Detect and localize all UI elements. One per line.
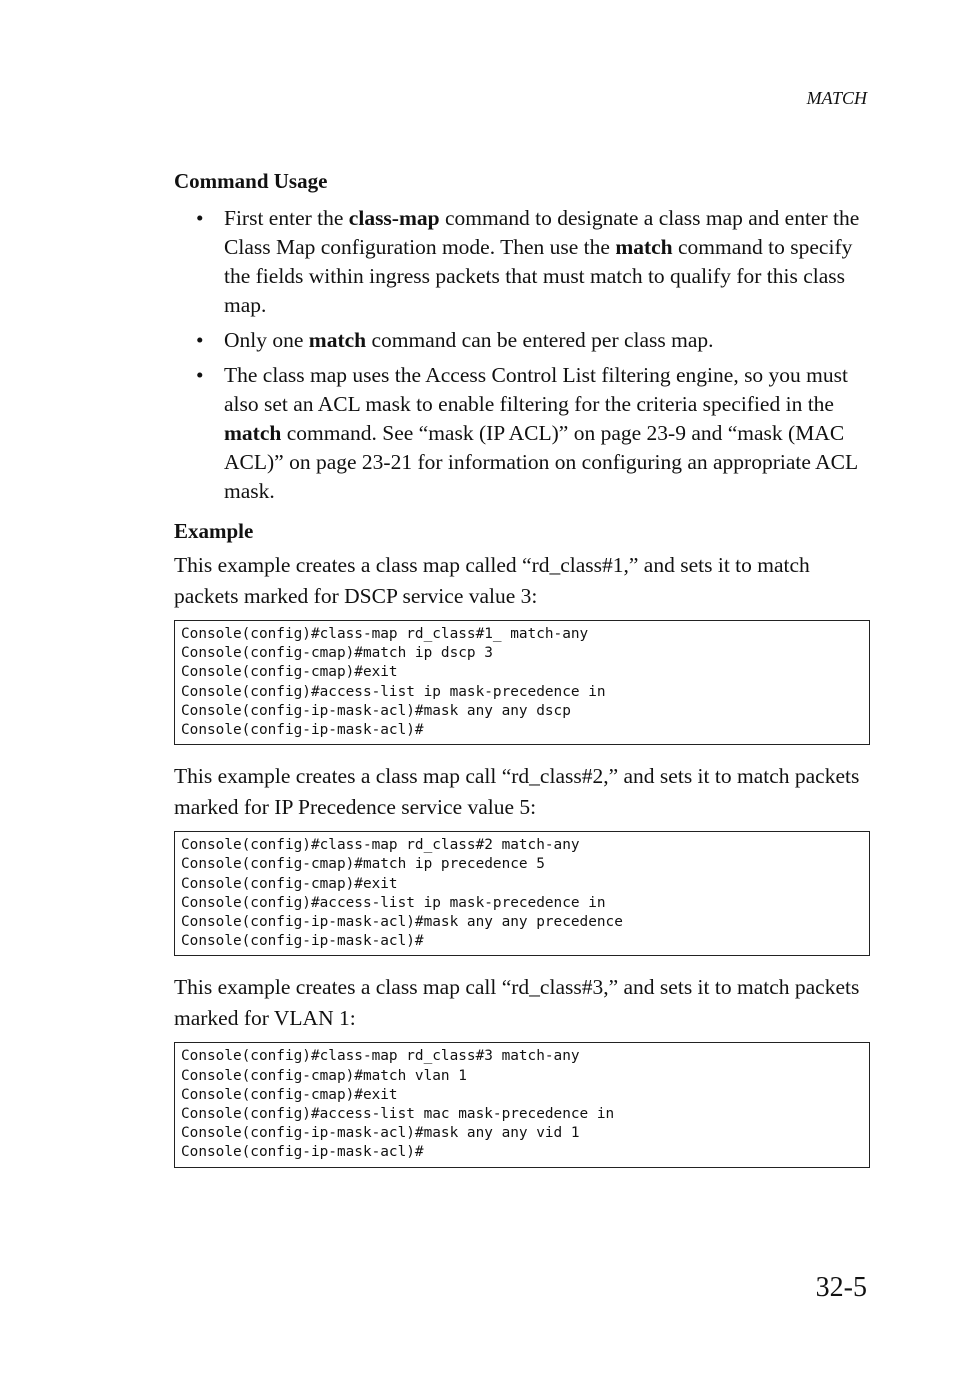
running-header: MATCH xyxy=(806,88,867,108)
example-intro: This example creates a class map call “rd_class#2,” and sets it to match packets marked for IP Precedence service value 5: xyxy=(174,764,860,820)
bullet-icon: • xyxy=(196,363,204,387)
example-intro: This example creates a class map call “rd_class#3,” and sets it to match packets marked for VLAN 1: xyxy=(174,975,860,1031)
code-block: Console(config)#class-map rd_class#1_ match-any Console(config-cmap)#match ip dscp 3 Console(config-cmap)#exit Console(config)#access-list ip mask-precedence in Console(config-ip-mask-acl)#mask any any dscp Console(config-ip-mask-acl)# xyxy=(174,620,870,745)
example-intro: This example creates a class map called “rd_class#1,” and sets it to match packets marked for DSCP service value 3: xyxy=(174,553,810,608)
page-content xyxy=(174,166,870,1184)
keyword: match xyxy=(308,328,367,352)
bullet-icon: • xyxy=(196,328,204,352)
bullet-icon: • xyxy=(196,206,204,230)
code-block: Console(config)#class-map rd_class#2 match-any Console(config-cmap)#match ip precedence 5 Console(config-cmap)#exit Console(config)#access-list ip mask-precedence in Console(config-ip-mask-acl)#mask any any precedence Console(config-ip-mask-acl)# xyxy=(174,831,870,956)
usage-bullet: • The class map uses the Access Control List filtering engine, so you must also set an ACL mask to enable filtering for the criteria specified in the match command. See “mask (IP ACL)” on page 23-9 and “mask (MAC ACL)” on page 23-21 for information on configuring an appropriate ACL mask. xyxy=(196,363,858,503)
command-usage-heading: Command Usage xyxy=(174,169,328,193)
usage-bullet: • First enter the class-map command to designate a class map and enter the Class Map configuration mode. Then use the match command to specify the fields within ingress packets that must match to qualify for this class map. xyxy=(196,206,860,317)
keyword: match xyxy=(224,421,282,445)
keyword: match xyxy=(615,235,673,259)
usage-bullet: • Only one match command can be entered per class map. xyxy=(174,326,870,355)
usage-list xyxy=(174,204,870,506)
page-number: 32-5 xyxy=(815,1272,867,1303)
keyword: class-map xyxy=(348,206,440,230)
example-heading: Example xyxy=(174,519,254,543)
code-block: Console(config)#class-map rd_class#3 match-any Console(config-cmap)#match vlan 1 Console(config-cmap)#exit Console(config)#access-list mac mask-precedence in Console(config-ip-mask-acl)#mask any any vid 1 Console(config-ip-mask-acl)# xyxy=(174,1042,870,1167)
